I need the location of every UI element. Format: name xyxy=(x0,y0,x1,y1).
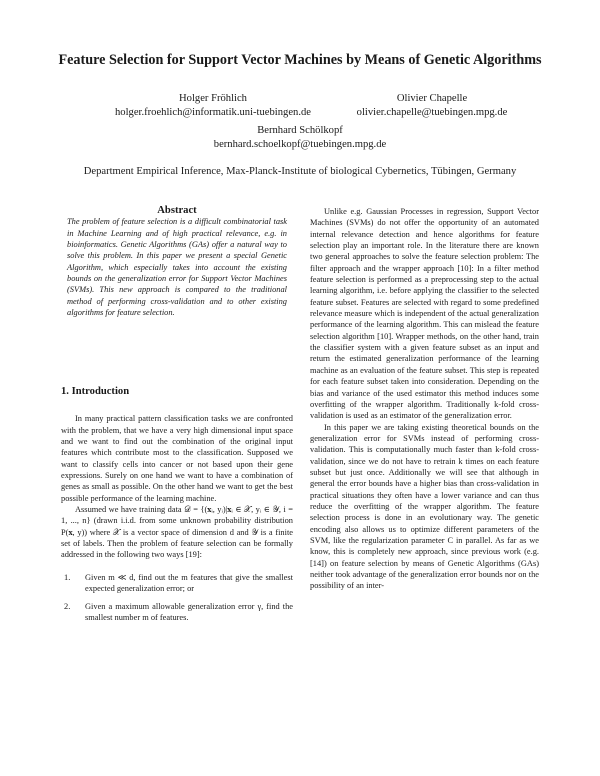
affiliation: Department Empirical Inference, Max-Planck-Institute of biological Cybernetics, Tübingen, Germany xyxy=(83,166,517,177)
list-item-text: Given m ≪ d, find out the m features that give the smallest expected generalization error; or xyxy=(85,572,293,594)
abstract-section xyxy=(61,205,293,318)
author-name: Olivier Chapelle xyxy=(396,93,468,104)
author-name: Bernhard Schölkopf xyxy=(257,125,343,136)
author-email: holger.froehlich@informatik.uni-tuebingen.de xyxy=(115,107,311,118)
author-email: olivier.chapelle@tuebingen.mpg.de xyxy=(356,107,508,118)
list-item-number: 1. xyxy=(64,572,71,582)
intro-paragraph-2: Assumed we have training data 𝒟 = {(𝐱ᵢ, yᵢ)|𝐱ᵢ ∈ 𝒳, yᵢ ∈ 𝒴, i = 1, ..., n} (drawn i.i.d. from some unknown probability distribution P(𝐱, y)) where 𝒳 is a vector space of dimension d and 𝒴 is a finite set of labels. Then the problem of feature selection can be formally addressed in the following two ways [19]: xyxy=(61,505,293,560)
body-paragraph-2: In this paper we are taking existing theoretical bounds on the generalization error for SVMs instead of performing cross-validation. This is computationally much faster than k-fold cross-validation, since we do not have to retrain k times on each feature subset but just once. Additionally we will see that although in general the error bounds have a higher bias than cross-validation in practical situations they often have a lower variance and can thus reduce the overfitting of the wrapper algorithm. The feature selection process is done in an evolutionary way. The genetic encoding also allows us to optimize different parameters of the SVM, like the regularization parameter C in parallel. As far as we know, this is completely new approach, since previous work (e.g. [14]) on feature selection by means of Genetic Algorithms (GAs) neither took advantage of the generalization error bounds nor on the possibility of an inter- xyxy=(310,422,539,591)
list-item xyxy=(61,601,293,624)
author-name: Holger Fröhlich xyxy=(179,93,247,104)
author-email: bernhard.schoelkopf@tuebingen.mpg.de xyxy=(213,139,387,150)
introduction-section xyxy=(61,386,293,623)
abstract-text: The problem of feature selection is a difficult combinatorial task in Machine Learning and of high practical relevance, e.g. in bioinformatics. Genetic Algorithms (GAs) offer a natural way to solve this problem. In this paper we present a special Genetic Algorithm, which especially takes into account the existing bounds on the generalization error for Support Vector Machines (SVMs). This new approach is compared to the traditional method of performing cross-validation and to other existing algorithms for feature selection. xyxy=(67,217,287,318)
list-item xyxy=(61,572,293,595)
paper-title: Feature Selection for Support Vector Machines by Means of Genetic Algorithms xyxy=(58,52,542,68)
right-column xyxy=(310,206,539,592)
author-block-3 xyxy=(150,124,450,152)
problem-list xyxy=(61,572,293,623)
body-paragraph-1: Unlike e.g. Gaussian Processes in regression, Support Vector Machines (SVMs) do not offer the opportunity of an automated internal relevance detection and hence algorithms for feature selection play an important role. In the literature there are known two general approaches to solve the feature selection problem: The filter approach and the wrapper approach [10]: In a filter method feature selection is performed as a preprocessing step to the actual learning algorithm, i.e. before applying the classifier to the selected feature subset. Features are selected with regard to some predefined relevance measure which is independent of the actual generalization performance of the learning algorithm. This can mislead the feature selection algorithm [10]. Wrapper methods, on the other hand, train the classifier system with a given feature subset as an input and return the estimated generalization performance of the learning machine as an evaluation of the feature subset. This step is repeated for each feature subset taken into consideration. Depending on the bias and variance of the used estimator this method induces some overfitting of the wrapper algorithm. Traditionally k-fold cross-validation is used as an estimator of the generalization error. xyxy=(310,207,539,421)
intro-paragraph-1: In many practical pattern classification tasks we are confronted with the problem, that we have a very high dimensional input space and we want to find out the combination of the original input features which contribute most to the classification. Supposed we want to classify cells into cancer or not based upon their gene expressions. Surely on one hand we want to have a combination of genes as small as possible. On the other hand we want to get the best possible performance of the learning machine. xyxy=(61,414,293,503)
section-heading: 1. Introduction xyxy=(61,386,130,397)
author-block-2 xyxy=(332,92,532,120)
author-block-1 xyxy=(83,92,343,120)
list-item-number: 2. xyxy=(64,601,71,611)
abstract-heading: Abstract xyxy=(157,205,197,216)
list-item-text: Given a maximum allowable generalization error γ, find the smallest number m of features. xyxy=(85,601,293,622)
